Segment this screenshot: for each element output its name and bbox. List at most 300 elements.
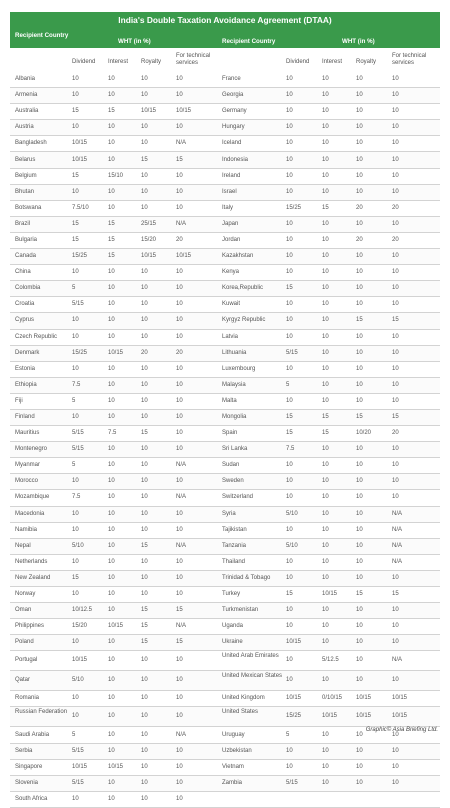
dtaa-table <box>10 72 440 808</box>
rate-cell: 10/15 <box>141 253 157 260</box>
rate-cell: 20 <box>392 430 399 437</box>
rate-cell: 10/15 <box>356 713 372 720</box>
table-row <box>10 88 440 104</box>
rate-cell: 10 <box>108 695 115 702</box>
rate-cell: 10 <box>141 574 148 581</box>
rate-cell: 10 <box>322 462 329 469</box>
country-cell: Slovenia <box>15 779 39 786</box>
rate-cell: 10 <box>392 446 399 453</box>
rate-cell: 10 <box>141 204 148 211</box>
rate-cell: 10 <box>108 301 115 308</box>
rate-cell: 10 <box>176 526 183 533</box>
table-row <box>10 555 440 571</box>
rate-cell: 10/15 <box>108 623 124 630</box>
rate-cell: 10 <box>141 695 148 702</box>
country-cell: Bangladesh <box>15 140 47 147</box>
rate-cell: 10 <box>356 462 363 469</box>
rate-cell: 10 <box>141 677 148 684</box>
country-cell: Ethiopia <box>15 381 37 388</box>
rate-cell: 10 <box>141 92 148 99</box>
rate-cell: 10 <box>108 92 115 99</box>
header-recipient-country-left: Recipient Country <box>15 32 69 39</box>
rate-cell: 15 <box>72 574 79 581</box>
rate-cell: 10 <box>108 713 115 720</box>
rate-cell: 10 <box>356 333 363 340</box>
table-row <box>10 313 440 329</box>
country-cell: Belgium <box>15 172 37 179</box>
rate-cell: 10 <box>72 526 79 533</box>
rate-cell: 10 <box>392 779 399 786</box>
rate-cell: 10 <box>108 285 115 292</box>
rate-cell: 10 <box>392 92 399 99</box>
rate-cell: 10 <box>176 269 183 276</box>
rate-cell: 15 <box>322 430 329 437</box>
rate-cell: 10 <box>286 76 293 83</box>
rate-cell: 7.5 <box>286 446 295 453</box>
rate-cell: 5/15 <box>72 779 84 786</box>
rate-cell: 10 <box>108 188 115 195</box>
rate-cell: 10 <box>392 76 399 83</box>
rate-cell: 10 <box>176 591 183 598</box>
rate-cell: 10 <box>141 333 148 340</box>
rate-cell: 5/10 <box>286 542 298 549</box>
rate-cell: 10 <box>108 510 115 517</box>
rate-cell: 10 <box>176 779 183 786</box>
rate-cell: 10 <box>108 333 115 340</box>
subheader-technical-right: For technical services <box>392 53 427 66</box>
rate-cell: 10 <box>108 156 115 163</box>
rate-cell: 10 <box>356 779 363 786</box>
graphic-credit: Graphic© Asia Briefing Ltd. <box>365 727 438 733</box>
rate-cell: 15 <box>141 430 148 437</box>
rate-cell: 10 <box>392 365 399 372</box>
rate-cell: 10 <box>356 92 363 99</box>
rate-cell: 10 <box>108 574 115 581</box>
rate-cell: 20 <box>176 349 183 356</box>
rate-cell: 15/25 <box>286 713 302 720</box>
rate-cell: 10 <box>141 446 148 453</box>
rate-cell: 10 <box>286 494 293 501</box>
rate-cell: 10 <box>141 414 148 421</box>
country-cell: United Mexican States <box>222 673 283 680</box>
rate-cell: N/A <box>392 558 403 565</box>
rate-cell: 20 <box>141 349 148 356</box>
table-row <box>10 249 440 265</box>
rate-cell: 5 <box>286 381 290 388</box>
rate-cell: 10 <box>176 365 183 372</box>
rate-cell: 10 <box>108 462 115 469</box>
country-cell: Bhutan <box>15 188 35 195</box>
rate-cell: 10 <box>72 365 79 372</box>
table-row <box>10 760 440 776</box>
table-row <box>10 587 440 603</box>
rate-cell: 15 <box>108 253 115 260</box>
rate-cell: 10 <box>286 763 293 770</box>
table-row <box>10 707 440 727</box>
subheader-interest-left: Interest <box>108 59 129 65</box>
rate-cell: 10 <box>141 795 148 802</box>
rate-cell: 10 <box>141 591 148 598</box>
rate-cell: 10 <box>356 285 363 292</box>
country-cell: Kenya <box>222 269 240 276</box>
rate-cell: 5 <box>72 731 76 738</box>
rate-cell: 15/20 <box>72 623 88 630</box>
table-subheader <box>10 48 440 72</box>
rate-cell: 10 <box>141 657 148 664</box>
rate-cell: 10 <box>356 269 363 276</box>
country-cell: Iceland <box>222 140 242 147</box>
rate-cell: 10/15 <box>72 140 88 147</box>
rate-cell: 10 <box>286 188 293 195</box>
country-cell: Norway <box>15 591 36 598</box>
rate-cell: 10 <box>141 381 148 388</box>
rate-cell: 10 <box>176 124 183 131</box>
country-cell: Ukraine <box>222 639 243 646</box>
country-cell: Nepal <box>15 542 31 549</box>
rate-cell: 10 <box>322 156 329 163</box>
rate-cell: 10 <box>72 713 79 720</box>
rate-cell: N/A <box>176 462 187 469</box>
rate-cell: 10 <box>141 76 148 83</box>
rate-cell: 5/10 <box>286 510 298 517</box>
rate-cell: 10 <box>392 623 399 630</box>
rate-cell: 10 <box>356 478 363 485</box>
rate-cell: 10 <box>72 188 79 195</box>
country-cell: Montenegro <box>15 446 48 453</box>
country-cell: Mongolia <box>222 414 247 421</box>
table-row <box>10 136 440 152</box>
table-row <box>10 362 440 378</box>
country-cell: Namibia <box>15 526 38 533</box>
country-cell: Fiji <box>15 397 23 404</box>
rate-cell: 10 <box>322 269 329 276</box>
country-cell: Malaysia <box>222 381 246 388</box>
table-row <box>10 474 440 490</box>
country-cell: Lithuania <box>222 349 247 356</box>
rate-cell: 10 <box>72 76 79 83</box>
rate-cell: 10/20 <box>356 430 372 437</box>
rate-cell: 10 <box>322 76 329 83</box>
rate-cell: 10 <box>356 124 363 131</box>
country-cell: Botswana <box>15 204 42 211</box>
rate-cell: 10 <box>176 713 183 720</box>
rate-cell: 10 <box>108 446 115 453</box>
rate-cell: 10 <box>72 795 79 802</box>
rate-cell: 10 <box>176 657 183 664</box>
rate-cell: 15/20 <box>141 236 157 243</box>
rate-cell: 10 <box>176 430 183 437</box>
table-row <box>10 603 440 619</box>
rate-cell: 7.5 <box>72 494 81 501</box>
rate-cell: 10 <box>176 397 183 404</box>
country-cell: Hungary <box>222 124 245 131</box>
country-cell: Trinidad & Tobago <box>222 574 271 581</box>
rate-cell: 10 <box>392 478 399 485</box>
rate-cell: 10 <box>108 478 115 485</box>
table-row <box>10 217 440 233</box>
rate-cell: 20 <box>392 204 399 211</box>
rate-cell: 10 <box>322 677 329 684</box>
table-row <box>10 426 440 442</box>
rate-cell: 10 <box>392 124 399 131</box>
rate-cell: 10 <box>392 140 399 147</box>
rate-cell: 10 <box>392 333 399 340</box>
rate-cell: 10 <box>176 446 183 453</box>
table-row <box>10 635 440 651</box>
country-cell: Thailand <box>222 558 246 565</box>
rate-cell: 15 <box>141 542 148 549</box>
table-row <box>10 281 440 297</box>
rate-cell: 10 <box>286 526 293 533</box>
table-header <box>10 28 440 48</box>
rate-cell: 10 <box>356 301 363 308</box>
rate-cell: 10 <box>72 510 79 517</box>
rate-cell: 15 <box>286 430 293 437</box>
country-cell: Poland <box>15 639 34 646</box>
rate-cell: 10 <box>108 365 115 372</box>
rate-cell: 10 <box>392 763 399 770</box>
rate-cell: 10/15 <box>141 108 157 115</box>
country-cell: Malta <box>222 397 237 404</box>
rate-cell: 10/15 <box>176 253 192 260</box>
rate-cell: 15 <box>108 220 115 227</box>
rate-cell: 10 <box>72 558 79 565</box>
rate-cell: 10/15 <box>392 695 408 702</box>
rate-cell: 15 <box>141 607 148 614</box>
rate-cell: 10 <box>322 526 329 533</box>
rate-cell: 10 <box>392 677 399 684</box>
rate-cell: 10 <box>176 795 183 802</box>
table-row <box>10 442 440 458</box>
country-cell: Jordan <box>222 236 241 243</box>
country-cell: Sri Lanka <box>222 446 248 453</box>
rate-cell: 10 <box>176 478 183 485</box>
country-cell: United States <box>222 709 259 716</box>
rate-cell: 10/15 <box>392 713 408 720</box>
country-cell: Australia <box>15 108 39 115</box>
rate-cell: 10 <box>322 92 329 99</box>
rate-cell: 10 <box>286 747 293 754</box>
rate-cell: 10 <box>286 397 293 404</box>
country-cell: Sudan <box>222 462 240 469</box>
rate-cell: 10 <box>356 607 363 614</box>
rate-cell: 10 <box>141 172 148 179</box>
rate-cell: 10 <box>392 494 399 501</box>
rate-cell: 10 <box>141 269 148 276</box>
rate-cell: 10 <box>176 677 183 684</box>
country-cell: Kazakhstan <box>222 253 254 260</box>
rate-cell: 10/15 <box>72 763 88 770</box>
rate-cell: N/A <box>176 140 187 147</box>
rate-cell: 5/15 <box>72 301 84 308</box>
rate-cell: 10 <box>392 639 399 646</box>
rate-cell: 10 <box>356 542 363 549</box>
country-cell: South Africa <box>15 795 48 802</box>
rate-cell: 10 <box>322 333 329 340</box>
rate-cell: 10 <box>356 381 363 388</box>
rate-cell: 10 <box>322 349 329 356</box>
country-cell: Romania <box>15 695 40 702</box>
country-cell: Finland <box>15 414 35 421</box>
rate-cell: 10 <box>141 124 148 131</box>
subheader-technical-left: For technical services <box>176 53 211 66</box>
table-row <box>10 507 440 523</box>
rate-cell: 15 <box>72 236 79 243</box>
country-cell: Tanzania <box>222 542 247 549</box>
rate-cell: 5/15 <box>286 349 298 356</box>
rate-cell: 10 <box>322 446 329 453</box>
rate-cell: 15 <box>72 108 79 115</box>
rate-cell: 10 <box>392 607 399 614</box>
country-cell: Portugal <box>15 657 38 664</box>
country-cell: Singapore <box>15 763 43 770</box>
rate-cell: 10 <box>176 188 183 195</box>
rate-cell: 10 <box>322 510 329 517</box>
rate-cell: 10 <box>108 677 115 684</box>
rate-cell: 10 <box>108 124 115 131</box>
table-row <box>10 152 440 168</box>
table-row <box>10 539 440 555</box>
rate-cell: 10 <box>322 478 329 485</box>
rate-cell: 15 <box>141 623 148 630</box>
table-row <box>10 744 440 760</box>
rate-cell: 10 <box>176 333 183 340</box>
rate-cell: 10 <box>322 108 329 115</box>
country-cell: Uruguay <box>222 731 245 738</box>
rate-cell: 10 <box>176 76 183 83</box>
rate-cell: 10 <box>286 657 293 664</box>
rate-cell: 10 <box>322 397 329 404</box>
rate-cell: 10 <box>322 172 329 179</box>
rate-cell: 10 <box>141 779 148 786</box>
rate-cell: 10 <box>356 172 363 179</box>
rate-cell: 10 <box>72 269 79 276</box>
rate-cell: 10 <box>392 269 399 276</box>
rate-cell: 10 <box>286 172 293 179</box>
rate-cell: 7.5/10 <box>72 204 89 211</box>
table-row <box>10 691 440 707</box>
rate-cell: 10 <box>356 365 363 372</box>
rate-cell: 10 <box>356 140 363 147</box>
country-cell: Belarus <box>15 156 36 163</box>
rate-cell: N/A <box>176 542 187 549</box>
rate-cell: 10 <box>108 269 115 276</box>
rate-cell: 20 <box>356 204 363 211</box>
rate-cell: 10 <box>322 607 329 614</box>
rate-cell: 10 <box>176 204 183 211</box>
rate-cell: 10 <box>108 494 115 501</box>
rate-cell: 10 <box>72 124 79 131</box>
rate-cell: 10 <box>108 76 115 83</box>
country-cell: Albania <box>15 76 36 83</box>
rate-cell: 10 <box>322 365 329 372</box>
rate-cell: 5/12.5 <box>322 657 339 664</box>
rate-cell: 10 <box>72 414 79 421</box>
rate-cell: 10 <box>108 657 115 664</box>
rate-cell: N/A <box>176 220 187 227</box>
rate-cell: 10 <box>322 140 329 147</box>
rate-cell: 10 <box>356 731 363 738</box>
rate-cell: 15 <box>286 414 293 421</box>
country-cell: China <box>15 269 31 276</box>
rate-cell: 10 <box>72 591 79 598</box>
rate-cell: 15 <box>141 639 148 646</box>
rate-cell: 10 <box>141 317 148 324</box>
country-cell: Italy <box>222 204 234 211</box>
country-cell: Sweden <box>222 478 244 485</box>
rate-cell: 10 <box>322 188 329 195</box>
rate-cell: 10 <box>141 478 148 485</box>
rate-cell: 5/10 <box>72 542 84 549</box>
table-row <box>10 410 440 426</box>
rate-cell: 10 <box>356 510 363 517</box>
rate-cell: 10 <box>286 156 293 163</box>
rate-cell: 10 <box>322 731 329 738</box>
rate-cell: 10 <box>356 763 363 770</box>
rate-cell: 10 <box>286 462 293 469</box>
country-cell: Israel <box>222 188 237 195</box>
rate-cell: 10 <box>286 236 293 243</box>
subheader-interest-right: Interest <box>322 59 343 65</box>
table-row <box>10 330 440 346</box>
rate-cell: 10 <box>356 657 363 664</box>
country-cell: Canada <box>15 253 37 260</box>
table-row <box>10 792 440 808</box>
header-wht-right: WHT (in %) <box>342 38 375 45</box>
rate-cell: 10 <box>72 92 79 99</box>
rate-cell: 10 <box>176 285 183 292</box>
rate-cell: 15 <box>286 591 293 598</box>
rate-cell: 10/12.5 <box>72 607 93 614</box>
rate-cell: 10 <box>176 747 183 754</box>
subheader-dividend-right: Dividend <box>286 59 310 65</box>
table-row <box>10 458 440 474</box>
rate-cell: 15 <box>322 414 329 421</box>
rate-cell: 10 <box>286 301 293 308</box>
country-cell: Mauritius <box>15 430 40 437</box>
country-cell: Indonesia <box>222 156 249 163</box>
rate-cell: 15/10 <box>108 172 124 179</box>
rate-cell: 10 <box>322 623 329 630</box>
rate-cell: 10 <box>141 731 148 738</box>
country-cell: Korea,Republic <box>222 285 264 292</box>
rate-cell: 10 <box>286 108 293 115</box>
country-cell: Russian Federation <box>15 709 68 716</box>
rate-cell: 10 <box>286 558 293 565</box>
rate-cell: 20 <box>176 236 183 243</box>
country-cell: Zambia <box>222 779 243 786</box>
country-cell: Syria <box>222 510 236 517</box>
rate-cell: 10 <box>392 301 399 308</box>
country-cell: Myanmar <box>15 462 41 469</box>
rate-cell: 10 <box>392 188 399 195</box>
rate-cell: N/A <box>176 623 187 630</box>
rate-cell: 10 <box>141 397 148 404</box>
rate-cell: 5 <box>72 397 76 404</box>
rate-cell: 10 <box>176 172 183 179</box>
table-row <box>10 185 440 201</box>
rate-cell: 25/15 <box>141 220 157 227</box>
rate-cell: 10 <box>322 494 329 501</box>
rate-cell: 10 <box>141 462 148 469</box>
rate-cell: N/A <box>392 657 403 664</box>
rate-cell: 10/15 <box>72 156 88 163</box>
rate-cell: 10 <box>322 542 329 549</box>
country-cell: Switzerland <box>222 494 254 501</box>
rate-cell: 10 <box>356 677 363 684</box>
rate-cell: 10 <box>141 747 148 754</box>
rate-cell: 10 <box>108 381 115 388</box>
